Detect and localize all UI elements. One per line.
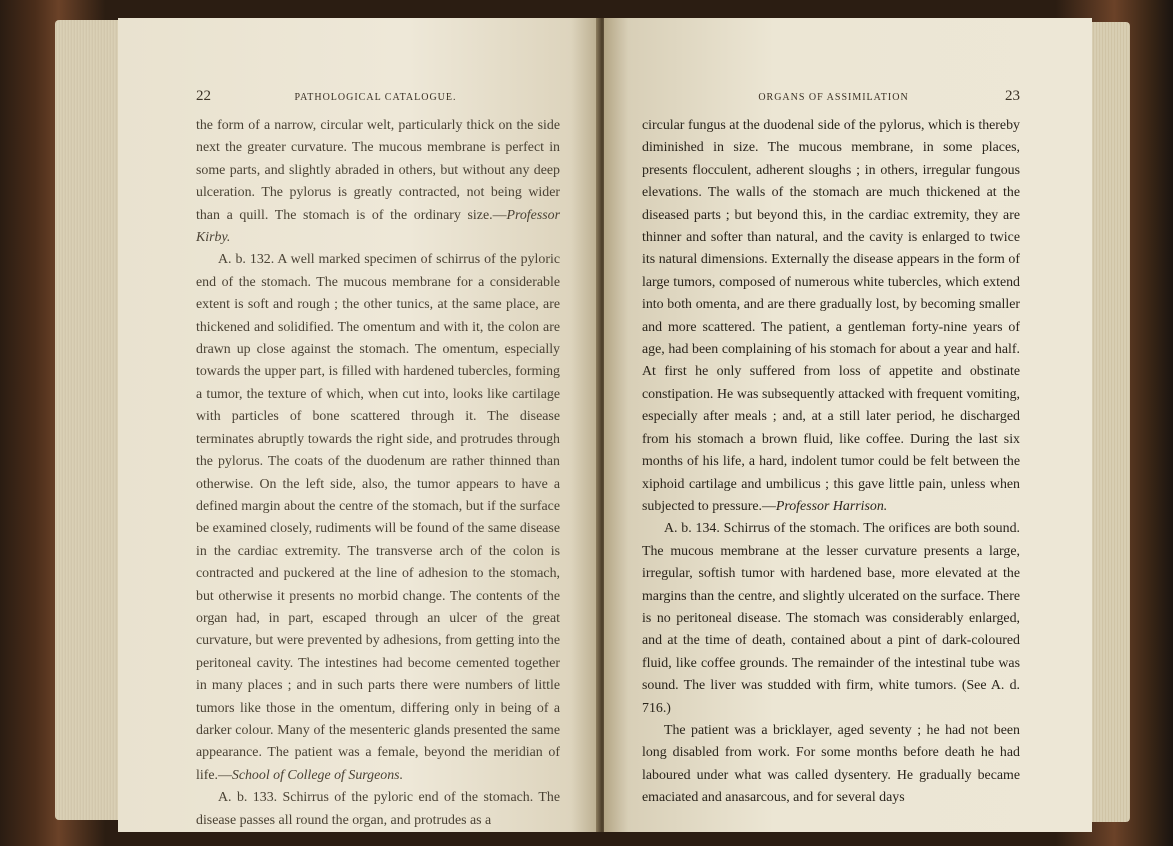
right-page-header <box>642 88 1020 105</box>
paragraph: A. b. 134. Schirrus of the stomach. The orifices are both sound. The mucous membrane at the lesser curvature presents a large, irregular, softish tumor with hardened base, more elevated at the margins than the centre, and slightly ulcerated on the surface. There is no peritoneal disease. The stomach was considerably enlarged, and at the time of death, contained about a pint of dark-coloured fluid, like coffee grounds. The remainder of the intestinal tube was sound. The liver was studded with firm, white tumors. (See A. d. 716.) <box>642 521 1020 716</box>
left-page-header <box>196 88 560 105</box>
left-running-head: PATHOLOGICAL CATALOGUE. <box>294 92 457 103</box>
paragraph: A. b. 132. A well marked specimen of schirrus of the pyloric end of the stomach. The mucous membrane for a considerable extent is soft and rough ; the other tunics, at the same place, are thickened and solidified. The omentum and with it, the colon are drawn up close against the stomach. The omentum, especially towards the upper part, is filled with hardened tubercles, forming a tumor, the texture of which, when cut into, looks like cartilage with particles of bone scattered through it. The disease terminates abruptly towards the right side, and protrudes through the pylorus. The coats of the duodenum are rather thinned than otherwise. On the left side, also, the tumor appears to have a defined margin about the centre of the stomach, but if the surface be examined closely, rudiments will be found of the same disease in the cardiac extremity. The transverse arch of the colon is contracted and puckered at the line of adhesion to the stomach, but otherwise it presents no morbid change. The contents of the organ had, in part, escaped through an ulcer of the great curvature, but were prevented by adhesions, from getting into the peritoneal cavity. The intestines had become cemented together in many places ; and in such parts there were numbers of little tumors like those in the omentum, differing only in being of a darker colour. Many of the mesenteric glands presented the same appearance. The patient was a female, beyond the meridian of life.—School of College of Surgeons. <box>196 252 560 783</box>
page-edges-left <box>55 20 125 820</box>
paragraph: circular fungus at the duodenal side of the pylorus, which is thereby diminished in size. The mucous membrane, in some places, presents flocculent, adherent sloughs ; in others, irregular fungous elevations. The walls of the stomach are much thickened at the diseased parts ; but beyond this, in the cardiac extremity, they are thinner and softer than natural, and the cavity is enlarged to twice its natural dimensions. Externally the disease appears in the form of large tumors, composed of numerous white tubercles, which extend into both omenta, and are there gradually lost, by becoming smaller and more scattered. The patient, a gentleman forty-nine years of age, had been complaining of his stomach for about a year and half. At first he only suffered from loss of appetite and obstinate constipation. He was subsequently attacked with frequent vomiting, especially after meals ; and, at a still later period, he discharged from his stomach a brown fluid, like coffee. During the last six months of his life, a hard, indolent tumor could be felt between the xiphoid cartilage and umbilicus ; this gave little pain, unless when subjected to pressure.—Professor Harrison. <box>642 118 1020 514</box>
right-running-head: ORGANS OF ASSIMILATION <box>758 92 909 103</box>
left-page <box>118 18 600 832</box>
right-page-number: 23 <box>1004 88 1020 104</box>
paragraph: The patient was a bricklayer, aged seventy ; he had not been long disabled from work. For some months before death he had laboured under what was called dysentery. He gradually became emaciated and anasarcous, and for several days <box>642 722 1020 806</box>
paragraph: the form of a narrow, circular welt, particularly thick on the side next the greater curvature. The mucous membrane is perfect in some parts, and slightly abraded in others, but without any deep ulceration. The pylorus is greatly contracted, not being wider than a quill. The stomach is of the ordinary size.—Professor Kirby. <box>196 118 560 246</box>
right-page-text <box>642 115 1020 810</box>
left-page-number: 22 <box>196 88 211 104</box>
right-page <box>604 18 1092 832</box>
paragraph: A. b. 133. Schirrus of the pyloric end of the stomach. The disease passes all round the organ, and protrudes as a <box>196 790 560 828</box>
left-page-text <box>196 115 560 832</box>
